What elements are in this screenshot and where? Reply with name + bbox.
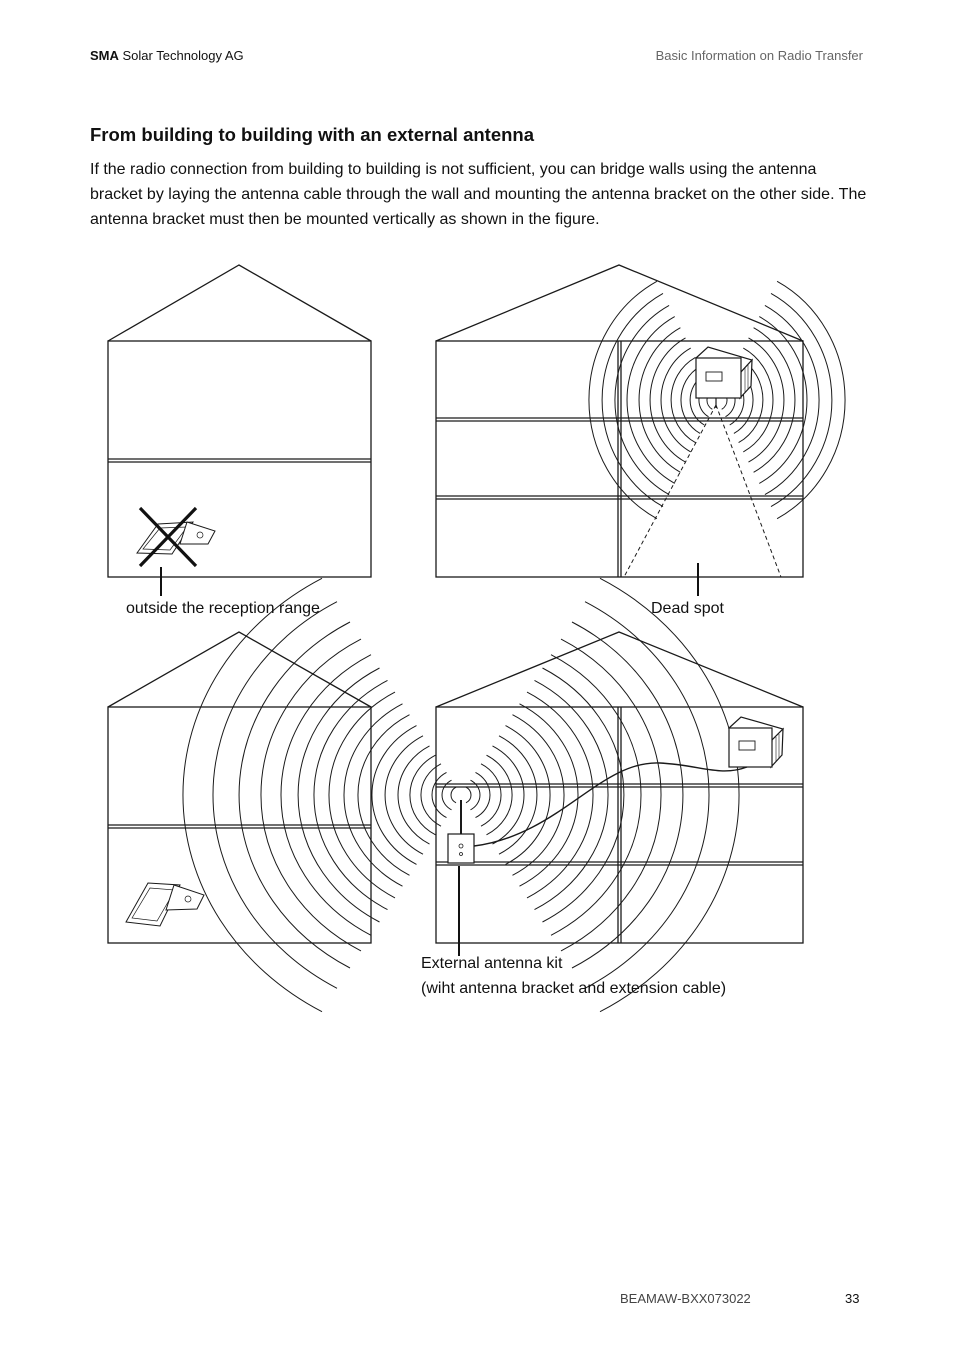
house-bottom-right	[436, 632, 803, 943]
wave-arc	[513, 715, 565, 876]
header-section-title: Basic Information on Radio Transfer	[655, 48, 863, 63]
wave-arc	[602, 293, 663, 506]
receiver-device-bottom	[126, 883, 204, 926]
external-antenna-bracket	[448, 800, 474, 863]
wave-arc	[398, 746, 429, 844]
wave-arc	[493, 746, 524, 844]
caption-dead-spot: Dead spot	[651, 600, 724, 617]
section-heading: From building to building with an external antenna	[90, 124, 534, 145]
body-paragraph: If the radio connection from building to building is not sufficient, you can bridge walls using the antenna bracket by laying the antenna cable through the wall and mounting the antenna bracket on the other side. The antenna bracket must then be mounted vertically as shown in the figure.	[90, 161, 867, 228]
wave-arc	[561, 639, 661, 951]
wave-arc	[213, 602, 337, 989]
caption-outside-range: outside the reception range	[126, 600, 320, 617]
transmitter-device-bottom	[729, 717, 783, 767]
caption-antenna-kit-detail: (wiht antenna bracket and extension cable)	[421, 980, 727, 997]
wave-arc	[754, 328, 795, 473]
wave-arc	[466, 787, 471, 803]
caption-antenna-kit: External antenna kit	[421, 955, 563, 972]
wave-arc	[639, 328, 680, 473]
company-name: Solar Technology AG	[118, 48, 244, 63]
extension-cable	[474, 763, 747, 846]
radio-waves-top	[589, 281, 845, 518]
wave-arc	[344, 704, 403, 886]
radio-waves-bottom	[183, 578, 739, 1011]
wave-arc	[358, 715, 410, 876]
wave-arc	[432, 772, 446, 817]
brand-name: SMA	[90, 48, 119, 63]
document-code: BEAMAW-BXX073022	[620, 1291, 751, 1306]
wave-arc	[589, 281, 657, 518]
wave-arc	[572, 622, 683, 968]
house-top-right	[436, 265, 803, 577]
wave-arc	[520, 704, 579, 886]
wave-arc	[671, 357, 695, 442]
wave-arc	[771, 293, 832, 506]
dead-spot-cone	[624, 405, 781, 577]
wave-arc	[261, 639, 361, 951]
wave-arc	[239, 622, 350, 968]
wave-arc	[749, 338, 784, 462]
house-top-left	[108, 265, 371, 577]
wave-arc	[650, 338, 685, 462]
wave-arc	[476, 772, 490, 817]
wave-arc	[421, 764, 441, 826]
wave-arc	[183, 578, 322, 1011]
wave-arc	[451, 787, 456, 803]
wave-arc	[777, 281, 845, 518]
wave-arc	[481, 764, 501, 826]
page-number: 33	[845, 1291, 860, 1306]
wave-arc	[585, 602, 709, 989]
